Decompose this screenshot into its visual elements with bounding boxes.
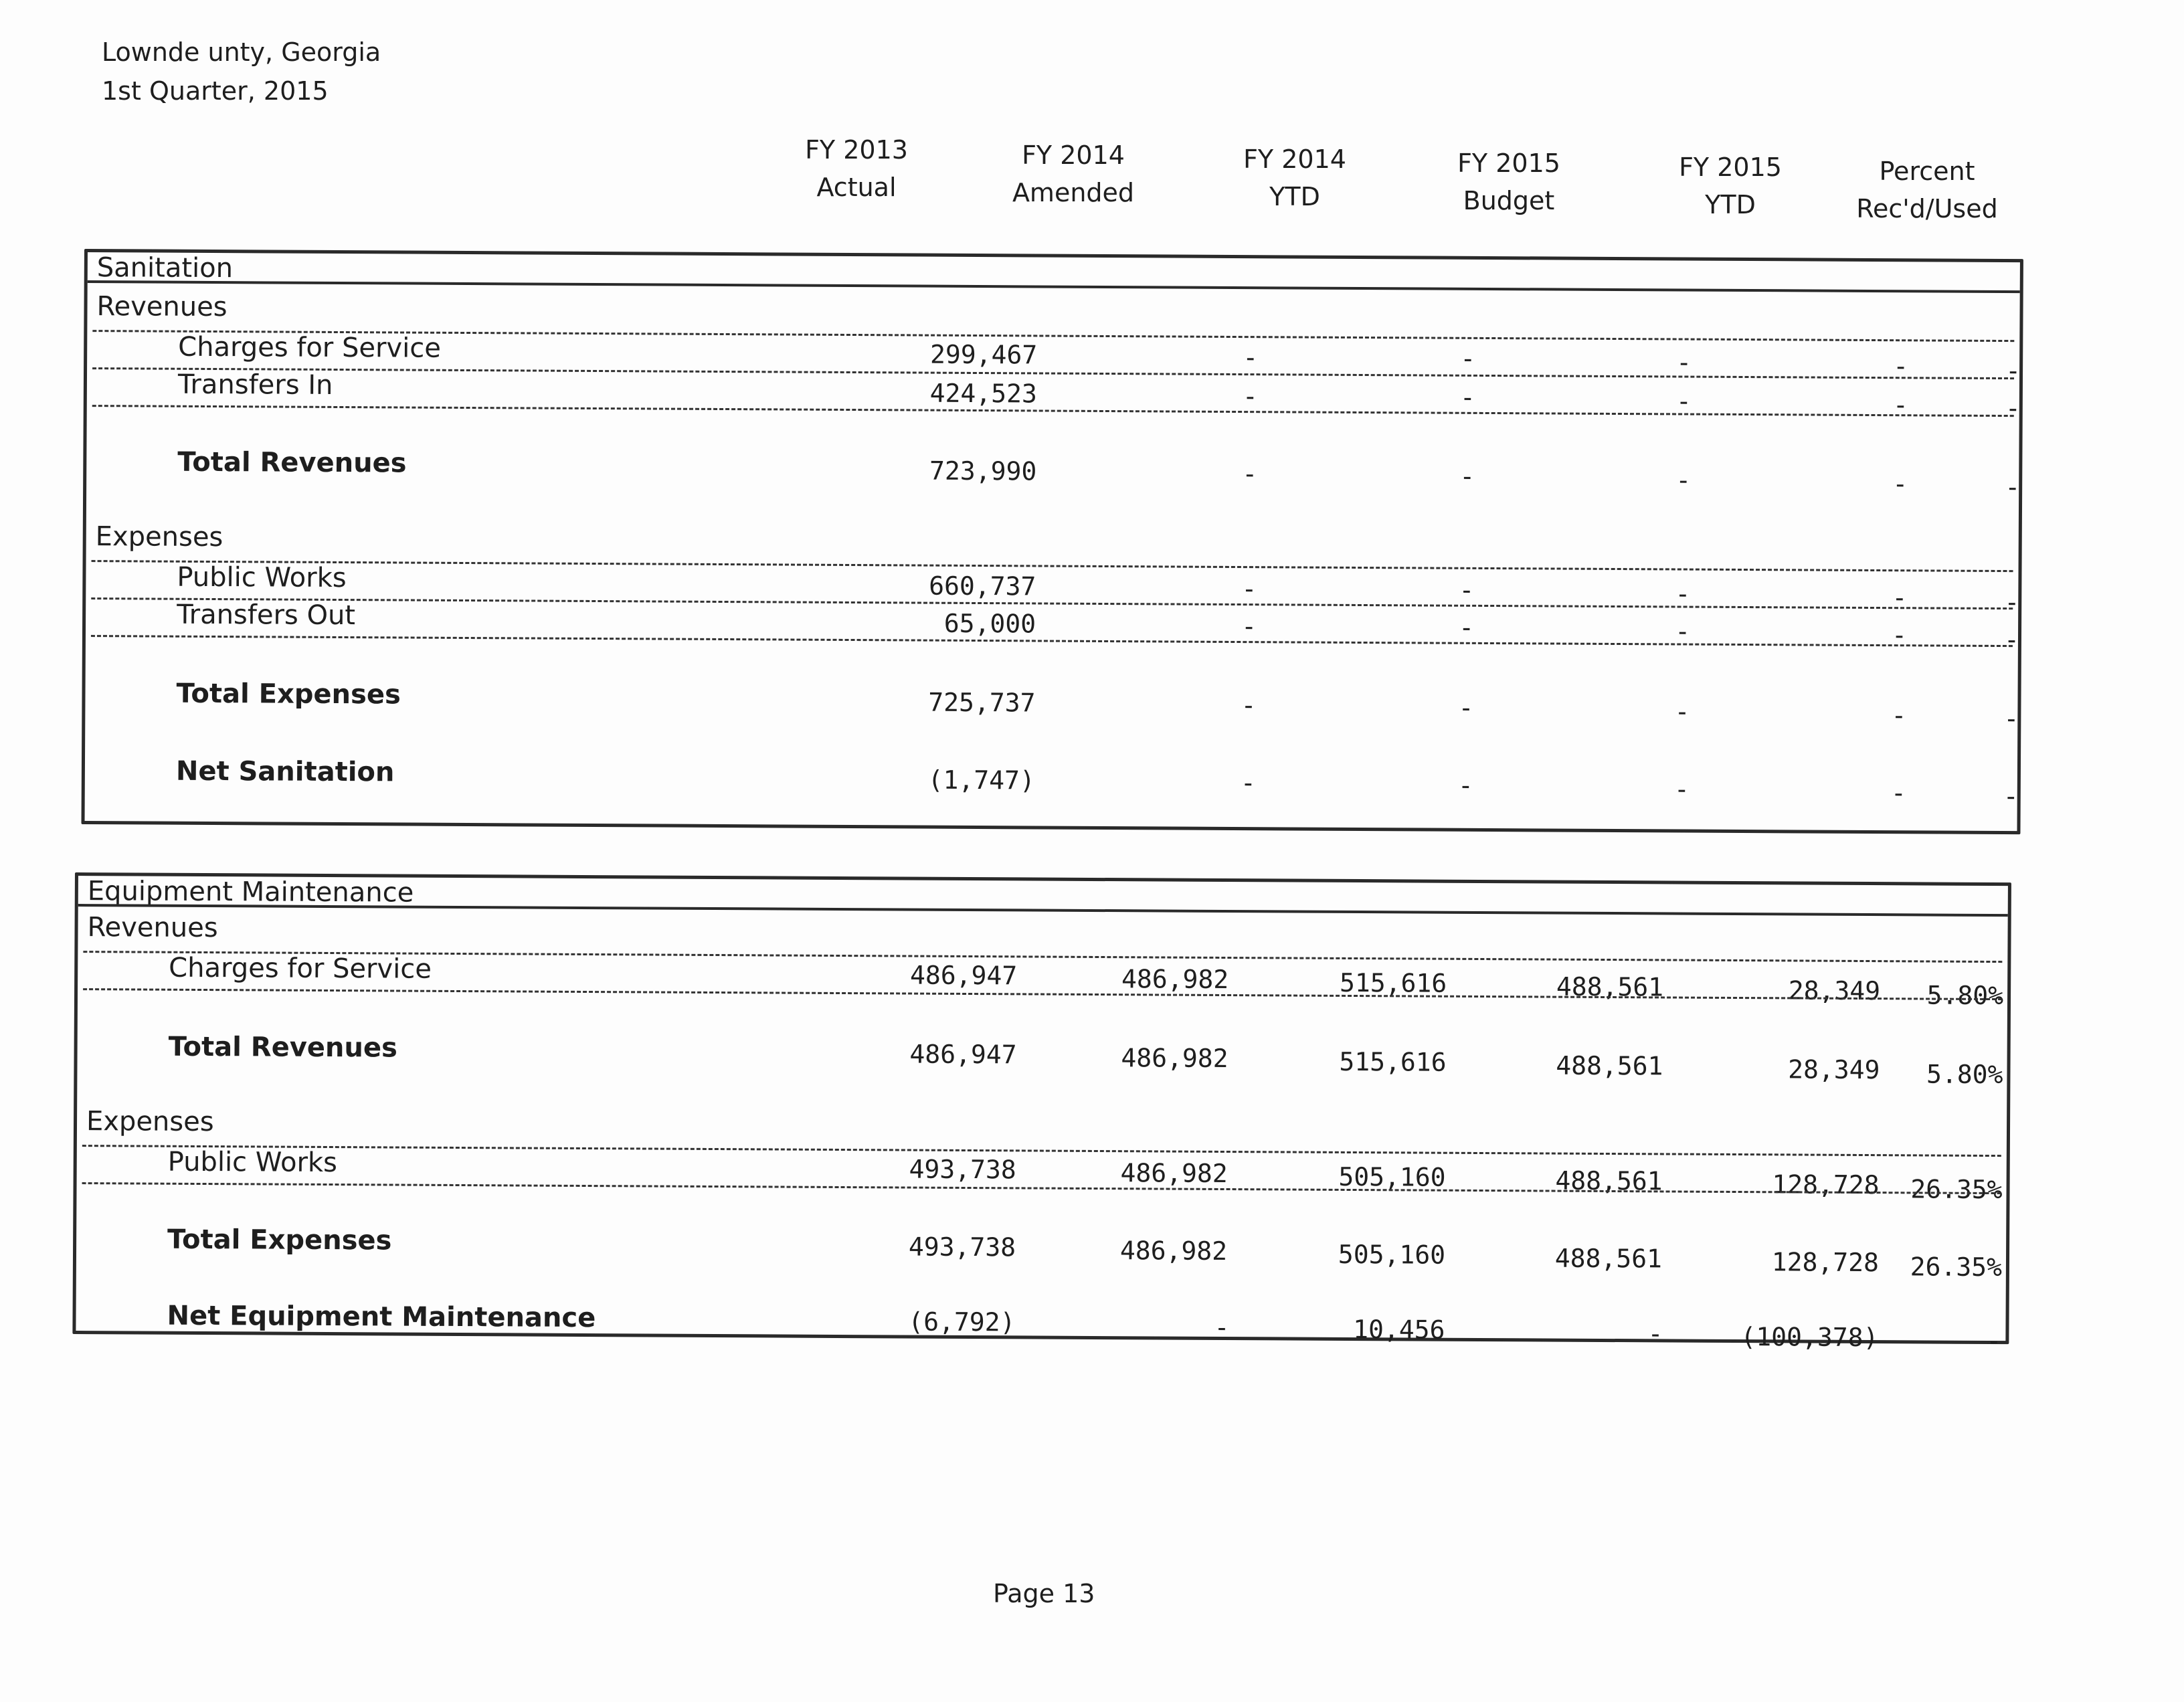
- col-fy2015-ytd: [1630, 149, 1831, 223]
- cell: -: [1459, 575, 1475, 605]
- expenses-label: Expenses: [95, 521, 223, 553]
- cell: -: [1893, 351, 1909, 381]
- col-line2: Budget: [1463, 186, 1555, 215]
- row-divider: [82, 1145, 2001, 1157]
- cell: -: [2003, 625, 2020, 655]
- col-line2: Rec'd/Used: [1856, 194, 1998, 223]
- cell: 26.35%: [1910, 1252, 2003, 1283]
- county-title: Lownde unty, Georgia: [102, 37, 381, 67]
- col-fy2014-ytd: [1194, 140, 1395, 215]
- row-divider: [92, 405, 2014, 417]
- cell: -: [1243, 343, 1259, 373]
- cell: -: [1459, 461, 1475, 491]
- cell: -: [2003, 704, 2019, 734]
- col-fy2014-amended: [973, 136, 1174, 211]
- row-label: Charges for Service: [169, 952, 432, 985]
- cell: -: [1459, 382, 1475, 412]
- cell: -: [1892, 390, 1908, 420]
- cell: -: [1675, 465, 1692, 495]
- cell: -: [2005, 393, 2021, 423]
- col-line2: YTD: [1705, 190, 1756, 219]
- cell: -: [1892, 620, 1908, 650]
- cell: 26.35%: [1910, 1174, 2003, 1205]
- total-revenues-label: Total Revenues: [168, 1031, 397, 1064]
- cell: 486,947: [909, 1039, 1017, 1070]
- cell: 10,456: [1353, 1315, 1445, 1345]
- cell: 515,616: [1339, 1046, 1447, 1077]
- cell: 493,738: [909, 1154, 1016, 1185]
- cell: 488,561: [1554, 1243, 1663, 1274]
- net-sanitation-label: Net Sanitation: [175, 755, 395, 788]
- cell: -: [1674, 696, 1690, 727]
- cell: -: [1460, 343, 1476, 373]
- revenues-label: Revenues: [87, 912, 218, 944]
- cell: -: [1675, 616, 1691, 646]
- cell: -: [1240, 768, 1256, 798]
- cell: -: [1676, 347, 1692, 377]
- row-divider: [91, 635, 2013, 647]
- col-percent-used: [1827, 153, 2027, 227]
- cell: 128,728: [1771, 1247, 1880, 1278]
- total-revenues-label: Total Revenues: [177, 446, 407, 479]
- col-line1: FY 2014: [1243, 145, 1346, 174]
- cell: 515,616: [1339, 967, 1447, 998]
- cell: 505,160: [1338, 1161, 1446, 1192]
- row-label: Public Works: [177, 561, 347, 594]
- sanitation-title: Sanitation: [96, 252, 234, 284]
- row-label: Transfers In: [177, 369, 333, 401]
- cell: 5.80%: [1926, 980, 2004, 1011]
- equipment-maintenance-table: [72, 872, 2011, 1356]
- col-line1: FY 2013: [805, 135, 908, 165]
- col-line2: Actual: [816, 173, 897, 202]
- cell: -: [1892, 469, 1908, 499]
- cell: (100,378): [1740, 1322, 1879, 1353]
- cell: 486,947: [909, 960, 1018, 991]
- total-expenses-label: Total Expenses: [167, 1224, 392, 1256]
- cell: -: [2003, 781, 2019, 812]
- row-label: Transfers Out: [177, 599, 356, 632]
- col-line1: FY 2015: [1457, 149, 1560, 178]
- col-line1: FY 2014: [1022, 140, 1125, 170]
- cell: -: [1242, 459, 1258, 489]
- cell: -: [1675, 386, 1692, 416]
- cell: 486,982: [1121, 964, 1229, 995]
- sanitation-table: [81, 249, 2023, 834]
- cell: -: [1892, 583, 1908, 613]
- cell: -: [1890, 778, 1906, 808]
- cell: 488,561: [1556, 1050, 1663, 1081]
- cell: 28,349: [1788, 975, 1881, 1006]
- col-line2: Amended: [1012, 178, 1135, 207]
- cell: -: [2005, 472, 2021, 502]
- expenses-label: Expenses: [86, 1106, 214, 1138]
- cell: 486,982: [1120, 1158, 1228, 1189]
- cell: 486,982: [1119, 1236, 1228, 1266]
- cell: -: [2005, 356, 2021, 386]
- cell: 488,561: [1555, 1165, 1663, 1196]
- row-divider: [92, 367, 2014, 379]
- cell: 424,523: [929, 378, 1038, 409]
- equipment-title: Equipment Maintenance: [87, 876, 414, 909]
- cell: 505,160: [1338, 1239, 1446, 1270]
- cell: -: [1241, 690, 1257, 721]
- cell: -: [1242, 381, 1258, 411]
- col-line1: FY 2015: [1679, 153, 1782, 182]
- cell: 493,738: [908, 1232, 1016, 1262]
- cell: 660,737: [929, 571, 1036, 601]
- col-fy2015-budget: [1408, 145, 1609, 219]
- title-divider: [88, 280, 2020, 293]
- col-fy2013-actual: [756, 131, 957, 206]
- cell: -: [1986, 1325, 2002, 1356]
- cell: 65,000: [943, 608, 1036, 639]
- row-label: Charges for Service: [178, 331, 441, 364]
- cell: 486,982: [1121, 1043, 1228, 1074]
- cell: 725,737: [928, 687, 1036, 718]
- cell: -: [1673, 774, 1690, 804]
- cell: 723,990: [929, 456, 1037, 486]
- cell: -: [1214, 1312, 1230, 1343]
- cell: -: [1459, 612, 1475, 642]
- cell: 28,349: [1788, 1054, 1880, 1085]
- cell: -: [1647, 1319, 1663, 1349]
- cell: -: [2004, 587, 2020, 618]
- cell: (1,747): [927, 765, 1035, 795]
- cell: -: [1241, 611, 1257, 642]
- cell: 128,728: [1772, 1169, 1880, 1200]
- cell: 299,467: [929, 339, 1038, 370]
- cell: -: [1891, 700, 1907, 731]
- row-divider: [91, 597, 2013, 609]
- revenues-label: Revenues: [96, 291, 227, 323]
- total-expenses-label: Total Expenses: [176, 678, 401, 711]
- report-period: 1st Quarter, 2015: [102, 76, 329, 106]
- cell: -: [1457, 770, 1473, 800]
- col-line1: Percent: [1879, 157, 1975, 186]
- cell: 5.80%: [1926, 1059, 2003, 1090]
- net-equipment-label: Net Equipment Maintenance: [167, 1300, 596, 1334]
- col-line2: YTD: [1269, 182, 1320, 211]
- cell: (6,792): [908, 1307, 1016, 1337]
- page-number: Page 13: [993, 1579, 1095, 1608]
- cell: -: [1241, 574, 1257, 604]
- title-divider: [78, 904, 2008, 917]
- cell: -: [1675, 579, 1691, 609]
- row-label: Public Works: [167, 1146, 338, 1179]
- cell: 488,561: [1556, 971, 1664, 1002]
- cell: -: [1458, 692, 1474, 723]
- row-divider: [92, 560, 2013, 572]
